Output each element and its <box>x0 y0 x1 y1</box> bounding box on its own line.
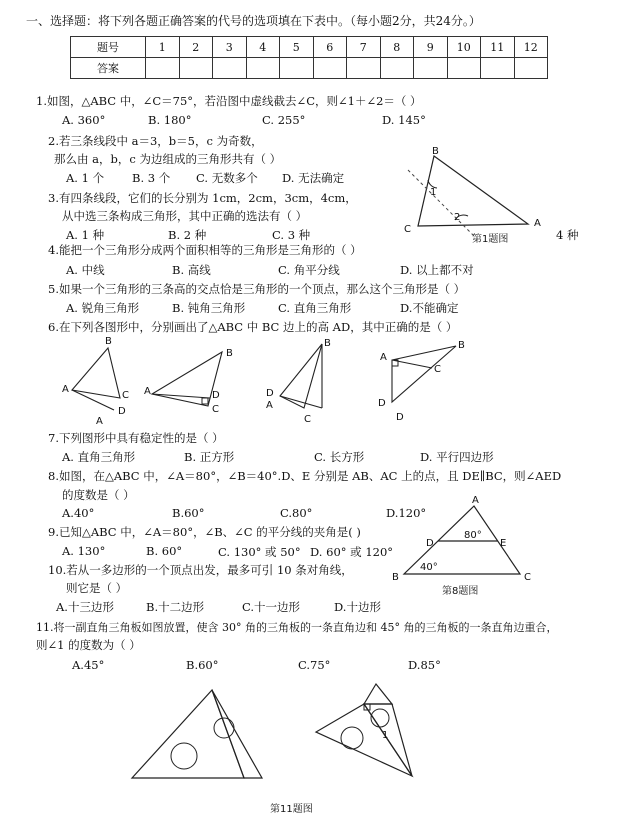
q6b-label-a: A <box>144 386 151 397</box>
q2-option-c[interactable]: C. 无数多个 <box>196 171 258 185</box>
q6a-triangle <box>72 348 120 398</box>
answer-cell[interactable] <box>280 58 314 79</box>
answer-cell[interactable] <box>313 58 347 79</box>
answer-cell[interactable] <box>414 58 448 79</box>
fig1-caption: 第1题图 <box>472 234 509 245</box>
answer-cell[interactable] <box>246 58 280 79</box>
q5-option-b[interactable]: B. 钝角三角形 <box>172 301 246 315</box>
fig8-label-c: C <box>524 572 531 583</box>
fig11-right-top <box>364 684 392 704</box>
fig8-label-a: A <box>472 495 479 506</box>
fig8-angle-40: 40° <box>420 562 438 573</box>
q3-option-b[interactable]: B. 2 种 <box>168 228 207 242</box>
fig8-label-d: D <box>426 538 434 549</box>
answer-cell[interactable] <box>514 58 548 79</box>
q2-option-b[interactable]: B. 3 个 <box>132 171 171 185</box>
q3-option-d[interactable]: 4 种 <box>556 228 579 242</box>
figure-1 <box>400 140 570 245</box>
question-3-line2: 从中选三条构成三角形，其中正确的选法有（ ） <box>62 209 308 223</box>
q1-option-d[interactable]: D. 145° <box>382 113 426 127</box>
q4-option-c[interactable]: C. 角平分线 <box>278 263 340 277</box>
fig11-right-hole-2 <box>341 727 363 749</box>
q4-option-d[interactable]: D. 以上都不对 <box>400 263 474 277</box>
q7-option-b[interactable]: B. 正方形 <box>184 450 235 464</box>
q6a-label-b: B <box>105 336 112 347</box>
q4-option-b[interactable]: B. 高线 <box>172 263 211 277</box>
fig1-dashed-cut <box>408 170 476 238</box>
answer-cell[interactable] <box>179 58 213 79</box>
q6c-label-c: C <box>304 414 311 425</box>
q6a-label-c: C <box>122 390 129 401</box>
q2-option-d[interactable]: D. 无法确定 <box>282 171 345 185</box>
q6-figure-c <box>262 336 342 426</box>
figure-8 <box>390 494 550 600</box>
table-cell-number: 9 <box>414 37 448 58</box>
fig11-caption: 第11题图 <box>270 804 313 815</box>
question-2: 2.若三条线段中 a＝3，b＝5，c 为奇数， <box>48 134 263 148</box>
table-cell-number: 1 <box>146 37 180 58</box>
q7-option-d[interactable]: D. 平行四边形 <box>420 450 494 464</box>
table-cell-number: 7 <box>347 37 381 58</box>
q6d-triangle <box>392 346 456 402</box>
question-2-line2: 那么由 a，b，c 为边组成的三角形共有（ ） <box>54 152 282 166</box>
fig11-left-45-triangle <box>132 690 244 778</box>
q6b-right-angle <box>202 398 208 404</box>
table-header-label: 题号 <box>71 37 146 58</box>
fig1-label-b: B <box>432 146 439 157</box>
fig1-label-c: C <box>404 224 411 235</box>
q6d-label-d2: D <box>396 412 404 423</box>
q8-option-c[interactable]: C.80° <box>280 506 313 520</box>
q6d-label-b: B <box>458 340 465 351</box>
q1-option-b[interactable]: B. 180° <box>148 113 192 127</box>
q5-option-c[interactable]: C. 直角三角形 <box>278 301 352 315</box>
question-5: 5.如果一个三角形的三条高的交点恰是三角形的一个顶点，那么这个三角形是（ ） <box>48 282 466 296</box>
question-8: 8.如图，在△ABC 中，∠A＝80°，∠B＝40°.D、E 分别是 AB、AC 上的点，且 DE∥BC，则∠AED <box>48 469 562 483</box>
q6a-label-a: A <box>62 384 69 395</box>
answer-table <box>70 36 548 79</box>
fig11-label-1: 1 <box>382 730 389 741</box>
fig1-label-a: A <box>534 218 541 229</box>
q11-option-b[interactable]: B.60° <box>186 658 219 672</box>
q6c-triangle <box>280 344 322 408</box>
answer-cell[interactable] <box>380 58 414 79</box>
q11-option-c[interactable]: C.75° <box>298 658 331 672</box>
q6b-label-b: B <box>226 348 233 359</box>
table-row-answers <box>71 58 548 79</box>
q6c-label-b: B <box>324 338 331 349</box>
question-11-line2: 则∠1 的度数为（ ） <box>36 638 141 652</box>
q6d-label-c: C <box>434 364 441 375</box>
question-10: 10.若从一多边形的一个顶点出发，最多可引 10 条对角线， <box>48 563 353 577</box>
question-4: 4.能把一个三角形分成两个面积相等的三角形是三角形的（ ） <box>48 243 362 257</box>
fig11-left-30-triangle <box>212 690 262 778</box>
q7-option-c[interactable]: C. 长方形 <box>314 450 365 464</box>
q1-option-c[interactable]: C. 255° <box>262 113 306 127</box>
table-cell-number: 2 <box>179 37 213 58</box>
table-cell-number: 11 <box>481 37 515 58</box>
table-cell-number: 5 <box>280 37 314 58</box>
question-7: 7.下列图形中具有稳定性的是（ ） <box>48 431 224 445</box>
q6c-label-d: D <box>266 388 274 399</box>
fig11-right-30-triangle <box>316 704 412 776</box>
fig8-label-e: E <box>500 538 507 549</box>
fig1-label-2: 2 <box>454 212 461 223</box>
q9-option-c[interactable]: C. 130° 或 50° <box>218 545 301 559</box>
fig8-label-b: B <box>392 572 399 583</box>
question-6: 6.在下列各图形中，分别画出了△ABC 中 BC 边上的高 AD，其中正确的是（ ） <box>48 320 458 334</box>
q10-option-d[interactable]: D.十边形 <box>334 600 381 614</box>
q10-option-b[interactable]: B.十二边形 <box>146 600 205 614</box>
q6a-label-d: D <box>118 406 126 417</box>
q10-option-c[interactable]: C.十一边形 <box>242 600 301 614</box>
question-8-line2: 的度数是（ ） <box>62 488 135 502</box>
q3-option-a[interactable]: A. 1 种 <box>66 228 105 242</box>
q8-option-a[interactable]: A.40° <box>62 506 95 520</box>
q6-figure-b <box>140 342 240 422</box>
section-title: 一、选择题：将下列各题正确答案的代号的选项填在下表中。（每小题2分，共24分。） <box>26 14 481 28</box>
q6a-label-a2: A <box>96 416 103 427</box>
q11-option-d[interactable]: D.85° <box>408 658 441 672</box>
fig11-left-hole-1 <box>171 743 197 769</box>
table-cell-number: 4 <box>246 37 280 58</box>
q7-option-a[interactable]: A. 直角三角形 <box>62 450 136 464</box>
figure-11-right <box>312 680 432 780</box>
table-cell-number: 8 <box>380 37 414 58</box>
answer-cell[interactable] <box>347 58 381 79</box>
q5-option-a[interactable]: A. 锐角三角形 <box>66 301 140 315</box>
q1-option-a[interactable]: A. 360° <box>62 113 106 127</box>
q9-option-b[interactable]: B. 60° <box>146 544 183 558</box>
q3-option-c[interactable]: C. 3 种 <box>272 228 311 242</box>
table-answer-label: 答案 <box>71 58 146 79</box>
q4-option-a[interactable]: A. 中线 <box>66 263 105 277</box>
table-cell-number: 12 <box>514 37 548 58</box>
q6b-label-d: D <box>212 390 220 401</box>
table-cell-number: 10 <box>447 37 481 58</box>
fig8-angle-80: 80° <box>464 530 482 541</box>
q9-option-a[interactable]: A. 130° <box>62 544 106 558</box>
q6b-label-c: C <box>212 404 219 415</box>
table-row-numbers <box>71 37 548 58</box>
question-9: 9.已知△ABC 中，∠A＝80°，∠B、∠C 的平分线的夹角是( ) <box>48 525 361 539</box>
q6c-label-a: A <box>266 400 273 411</box>
fig11-left-hole-2 <box>214 718 234 738</box>
question-1: 1.如图，△ABC 中，∠C＝75°，若沿图中虚线截去∠C，则∠1＋∠2＝（ ） <box>36 94 422 108</box>
answer-cell[interactable] <box>481 58 515 79</box>
q6d-label-a: A <box>380 352 387 363</box>
q8-option-d[interactable]: D.120° <box>386 506 427 520</box>
q2-option-a[interactable]: A. 1 个 <box>66 171 105 185</box>
q6-figure-d <box>372 338 472 424</box>
table-cell-number: 3 <box>213 37 247 58</box>
question-10-line2: 则它是（ ） <box>66 581 128 595</box>
answer-cell[interactable] <box>213 58 247 79</box>
q11-option-a[interactable]: A.45° <box>72 658 105 672</box>
answer-cell[interactable] <box>447 58 481 79</box>
q6d-label-d: D <box>378 398 386 409</box>
question-3: 3.有四条线段，它们的长分别为 1cm，2cm，3cm，4cm， <box>48 191 357 205</box>
q5-option-d[interactable]: D.不能确定 <box>400 301 459 315</box>
figure-11-left <box>128 686 268 786</box>
table-cell-number: 6 <box>313 37 347 58</box>
q6-figure-a <box>60 338 140 426</box>
q8-option-b[interactable]: B.60° <box>172 506 205 520</box>
q10-option-a[interactable]: A.十三边形 <box>56 600 114 614</box>
q9-option-d[interactable]: D. 60° 或 120° <box>310 545 394 559</box>
fig1-label-1: 1 <box>430 187 437 198</box>
question-11: 11.将一副直角三角板如图放置，使含 30° 角的三角板的一条直角边和 45° 角的三角板的一条直角边重合， <box>36 621 558 634</box>
fig8-caption: 第8题图 <box>442 586 479 597</box>
answer-cell[interactable] <box>146 58 180 79</box>
